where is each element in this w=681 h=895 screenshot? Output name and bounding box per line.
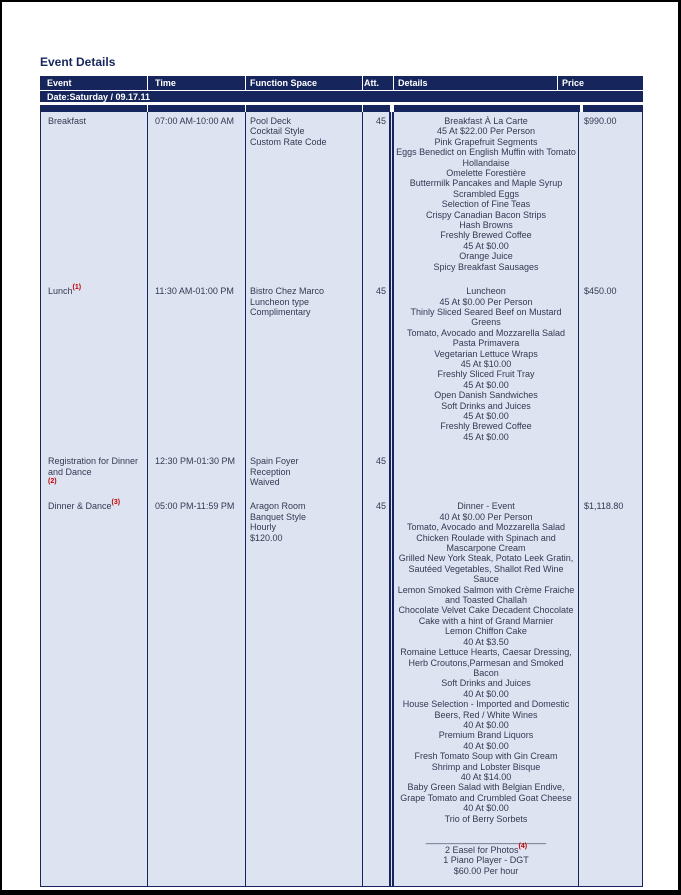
header-underline-bar <box>40 105 643 112</box>
bar-segment <box>40 105 147 112</box>
detail-line: Open Danish Sandwiches <box>434 390 538 401</box>
detail-line: ________________________ <box>425 834 547 845</box>
event-details-report <box>40 76 643 887</box>
date-row: Date:Saturday / 09.17.11 <box>40 91 643 102</box>
function-space-line: Spain Foyer <box>250 456 299 467</box>
detail-line: Hash Browns <box>459 220 513 231</box>
event-name: Lunch$^{(1)}$ <box>48 284 82 297</box>
detail-line: Fresh Tomato Soup with Gin Cream <box>414 751 558 762</box>
function-space-line: Aragon Room <box>250 501 306 512</box>
detail-line: Omelette Forestière <box>446 168 526 179</box>
detail-line: 40 At $0.00 <box>463 740 509 751</box>
table-header-row <box>40 76 643 90</box>
attendance: 45 <box>362 452 389 497</box>
events-body <box>40 112 643 886</box>
detail-line: Selection of Fine Teas <box>441 199 531 210</box>
event-time: 12:30 PM-01:30 PM <box>147 452 245 497</box>
detail-line: 40 At $0.00 <box>463 688 509 699</box>
event-details <box>389 112 578 282</box>
detail-line: Romaine Lettuce Hearts, Caesar Dressing, Herb Croutons,Parmesan and Smoked Bacon <box>400 647 572 678</box>
bar-segment <box>363 105 390 112</box>
event-time: 11:30 AM-01:00 PM <box>147 282 245 452</box>
detail-line: Pink Grapefruit Segments <box>434 136 538 147</box>
function-space <box>245 282 362 452</box>
detail-line: Dinner - Event <box>457 501 515 512</box>
event-row <box>40 497 643 886</box>
detail-line: Lemon Smoked Salmon with Crème Fraiche and Toasted Challah <box>397 584 575 606</box>
event-name: Breakfast <box>48 116 87 126</box>
detail-line: 2 Easel for Photos$^{(4)}$ <box>444 842 528 855</box>
function-space-line: Complimentary <box>250 306 311 317</box>
detail-line: 45 At $0.00 <box>463 431 509 442</box>
detail-line: 45 At $22.00 Per Person <box>436 126 536 137</box>
detail-line: Freshly Sliced Fruit Tray <box>437 369 535 380</box>
event-price <box>578 452 643 497</box>
detail-line: Soft Drinks and Juices <box>441 400 531 411</box>
detail-line: Crispy Canadian Bacon Strips <box>425 209 547 220</box>
detail-line: 40 At $0.00 <box>463 803 509 814</box>
event-name: Registration for Dinner and Dance (2) <box>48 456 145 487</box>
function-space-line: Banquet Style <box>250 511 307 522</box>
column-header-time: Time <box>148 76 245 90</box>
column-header-event: Event <box>40 76 147 90</box>
bar-segment <box>394 105 580 112</box>
event-details <box>389 282 578 452</box>
attendance: 45 <box>362 282 389 452</box>
detail-line: Chicken Roulade with Spinach and Mascarpone Cream <box>416 532 556 554</box>
detail-line: Thinly Sliced Seared Beef on Mustard Greens <box>410 306 562 328</box>
detail-line: Breakfast À La Carte <box>444 116 528 126</box>
footnote-marker: (2) <box>48 478 57 485</box>
event-price: $990.00 <box>578 112 643 282</box>
event-time: 05:00 PM-11:59 PM <box>147 497 245 886</box>
detail-line: 45 At $0.00 <box>463 240 509 251</box>
event-price: $1,118.80 <box>578 497 643 886</box>
detail-line: Trio of Berry Sorbets <box>444 813 528 824</box>
detail-line: Orange Juice <box>459 251 513 262</box>
event-row <box>40 112 643 282</box>
detail-line: Tomato, Avocado and Mozzarella Salad <box>407 522 565 533</box>
event-details <box>389 497 578 886</box>
page-title: Event Details <box>40 55 116 69</box>
detail-line: Freshly Brewed Coffee <box>440 421 532 432</box>
footnote-marker: (3) <box>111 499 121 507</box>
detail-line: Spicy Breakfast Sausages <box>433 261 539 272</box>
function-space-line: Custom Rate Code <box>250 136 327 147</box>
detail-line: Grilled New York Steak, Potato Leek Gratin, Sautéed Vegetables, Shallot Red Wine Sauce <box>398 553 574 585</box>
attendance: 45 <box>362 112 389 282</box>
function-space <box>245 112 362 282</box>
function-space <box>245 452 362 497</box>
attendance: 45 <box>362 497 389 886</box>
event-details <box>389 452 578 497</box>
detail-line: 40 At $0.00 Per Person <box>439 511 533 522</box>
detail-line: Tomato, Avocado and Mozzarella Salad <box>407 327 565 338</box>
function-space-line: Cocktail Style <box>250 126 305 137</box>
footnote-marker: (1) <box>72 284 82 292</box>
detail-line: 45 At $0.00 Per Person <box>439 296 533 307</box>
detail-line: 45 At $10.00 <box>460 358 512 369</box>
detail-line: Eggs Benedict on English Muffin with Tomato Hollandaise <box>396 147 576 168</box>
event-price: $450.00 <box>578 282 643 452</box>
detail-line: 40 At $0.00 <box>463 719 509 730</box>
function-space-line: Pool Deck <box>250 116 292 126</box>
detail-line <box>396 824 576 834</box>
event-row <box>40 452 643 497</box>
function-space-line: Bistro Chez Marco <box>250 286 325 297</box>
detail-line: Buttermilk Pancakes and Maple Syrup <box>409 178 563 189</box>
detail-line: Shrimp and Lobster Bisque <box>431 761 541 772</box>
detail-line: Pasta Primavera <box>452 338 520 349</box>
function-space-line: Reception <box>250 466 291 477</box>
detail-line: Chocolate Velvet Cake Decadent Chocolate Cake with a hint of Grand Marnier <box>398 605 574 626</box>
detail-line: 40 At $3.50 <box>463 636 509 647</box>
detail-line: 1 Piano Player - DGT <box>443 855 529 866</box>
column-header-att: Att. <box>363 76 393 90</box>
detail-line: Soft Drinks and Juices <box>441 678 531 689</box>
detail-line: House Selection - Imported and Domestic Beers, Red / White Wines <box>402 699 570 720</box>
function-space <box>245 497 362 886</box>
event-row <box>40 282 643 452</box>
detail-line: Premium Brand Liquors <box>438 730 534 741</box>
detail-line: Baby Green Salad with Belgian Endive, Grape Tomato and Crumbled Goat Cheese <box>400 782 572 803</box>
function-space-line: $120.00 <box>250 532 283 543</box>
function-space-line: Waived <box>250 477 280 487</box>
detail-line: Vegetarian Lettuce Wraps <box>434 348 538 359</box>
column-header-details: Details <box>394 76 557 90</box>
detail-line: 45 At $0.00 <box>463 410 509 421</box>
events-table <box>40 112 643 887</box>
detail-line: Scrambled Eggs <box>452 188 520 199</box>
footnote-marker: (4) <box>518 842 528 850</box>
detail-line: Lemon Chiffon Cake <box>445 626 527 637</box>
detail-line: Luncheon <box>466 286 506 297</box>
detail-line: 40 At $14.00 <box>460 771 512 782</box>
function-space-line: Hourly <box>250 522 277 533</box>
event-time: 07:00 AM-10:00 AM <box>147 112 245 282</box>
bar-segment <box>148 105 245 112</box>
column-header-price: Price <box>558 76 643 90</box>
function-space-line: Luncheon type <box>250 296 310 307</box>
column-header-function-space: Function Space <box>246 76 362 90</box>
detail-line: 45 At $0.00 <box>463 379 509 390</box>
event-name: Dinner & Dance$^{(3)}$ <box>48 499 121 512</box>
detail-line: $60.00 Per hour <box>453 865 519 876</box>
bar-segment <box>246 105 362 112</box>
bar-segment <box>583 105 643 112</box>
detail-line: Freshly Brewed Coffee <box>440 230 532 241</box>
